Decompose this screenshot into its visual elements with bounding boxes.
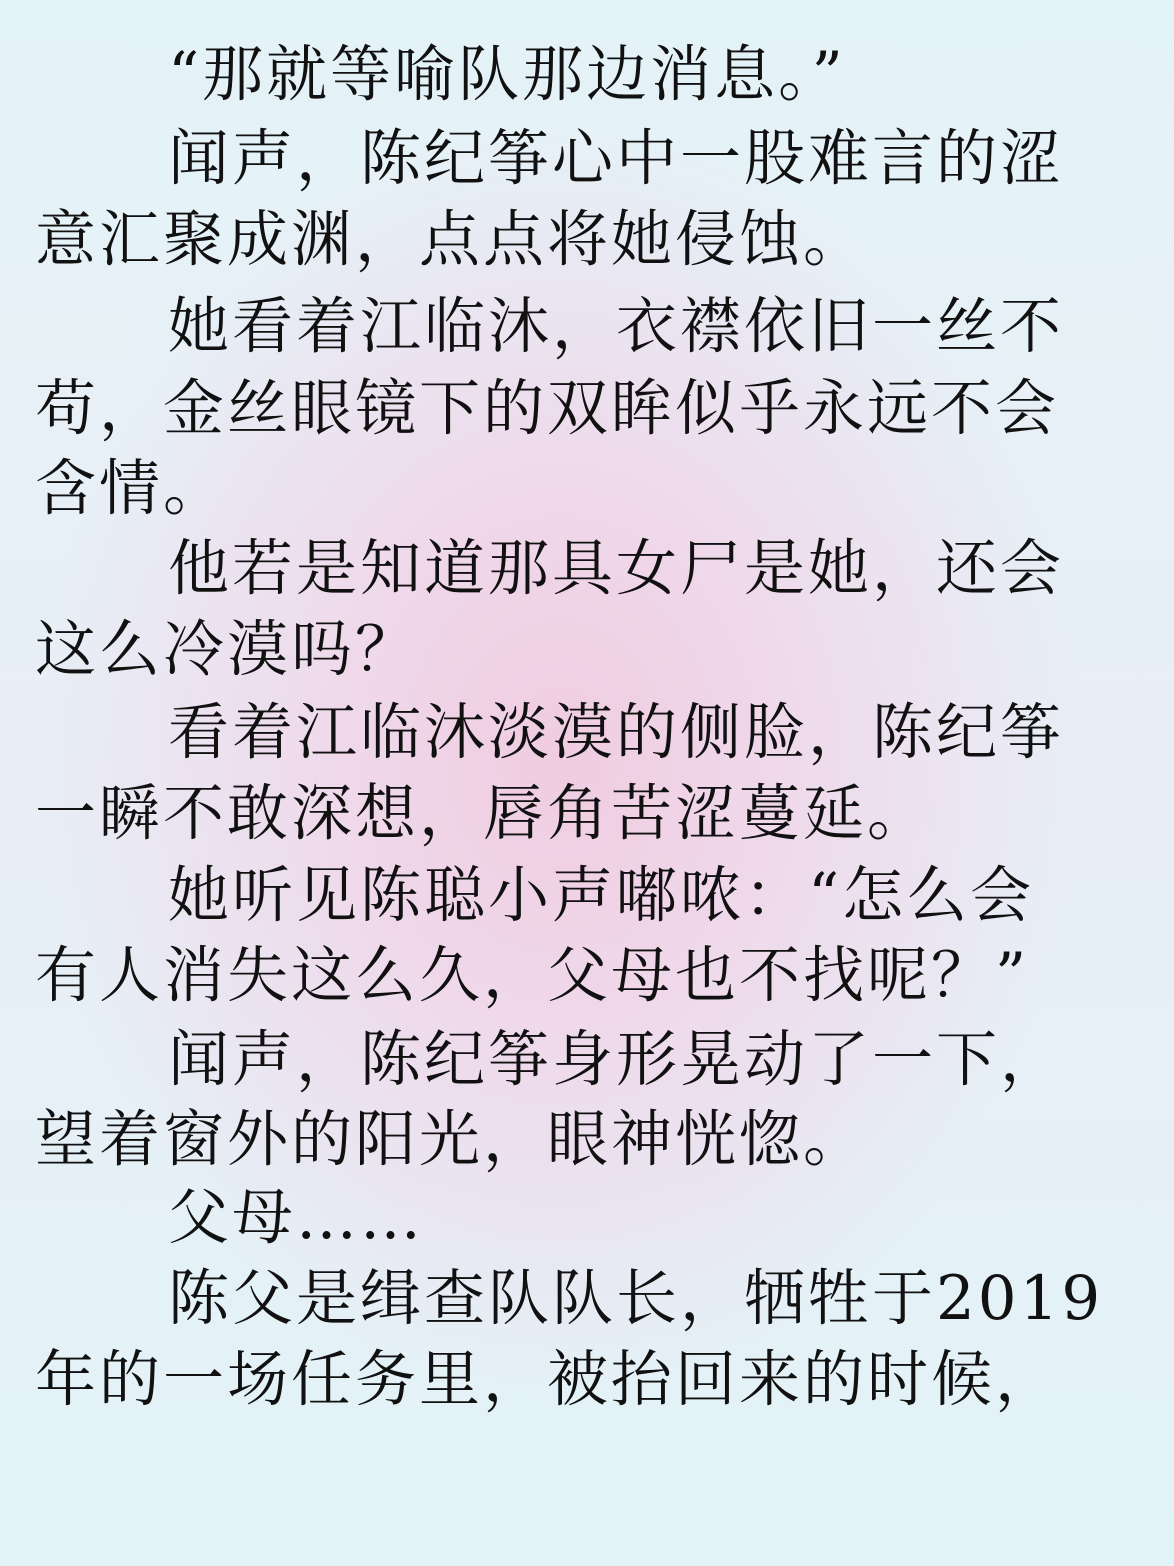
text-line: 苟，金丝眼镜下的双眸似乎永远不会	[35, 373, 1060, 444]
text-line: “那就等喻队那边消息。”	[168, 39, 846, 110]
text-line: 闻声，陈纪筝身形晃动了一下，	[168, 1024, 1065, 1095]
text-line: 看着江临沐淡漠的侧脸，陈纪筝	[168, 697, 1065, 768]
text-line: 陈父是缉查队队长，牺牲于2019	[168, 1263, 1104, 1334]
text-line: 这么冷漠吗？	[35, 614, 420, 685]
text-line: 有人消失这么久，父母也不找呢？”	[35, 940, 1030, 1011]
text-line: 含情。	[35, 453, 228, 524]
text-line: 父母……	[168, 1182, 425, 1253]
text-line: 一瞬不敢深想，唇角苦涩蔓延。	[35, 778, 932, 849]
text-line: 望着窗外的阳光，眼神恍惚。	[35, 1104, 868, 1175]
text-line: 年的一场任务里，被抬回来的时候，	[35, 1344, 1060, 1415]
text-line: 她听见陈聪小声嘟哝：“怎么会	[168, 860, 1035, 931]
text-line: 她看着江临沐，衣襟依旧一丝不	[168, 291, 1065, 362]
text-line: 他若是知道那具女尸是她，还会	[168, 533, 1065, 604]
text-line: 意汇聚成渊，点点将她侵蚀。	[35, 204, 868, 275]
text-line: 闻声，陈纪筝心中一股难言的涩	[168, 123, 1065, 194]
